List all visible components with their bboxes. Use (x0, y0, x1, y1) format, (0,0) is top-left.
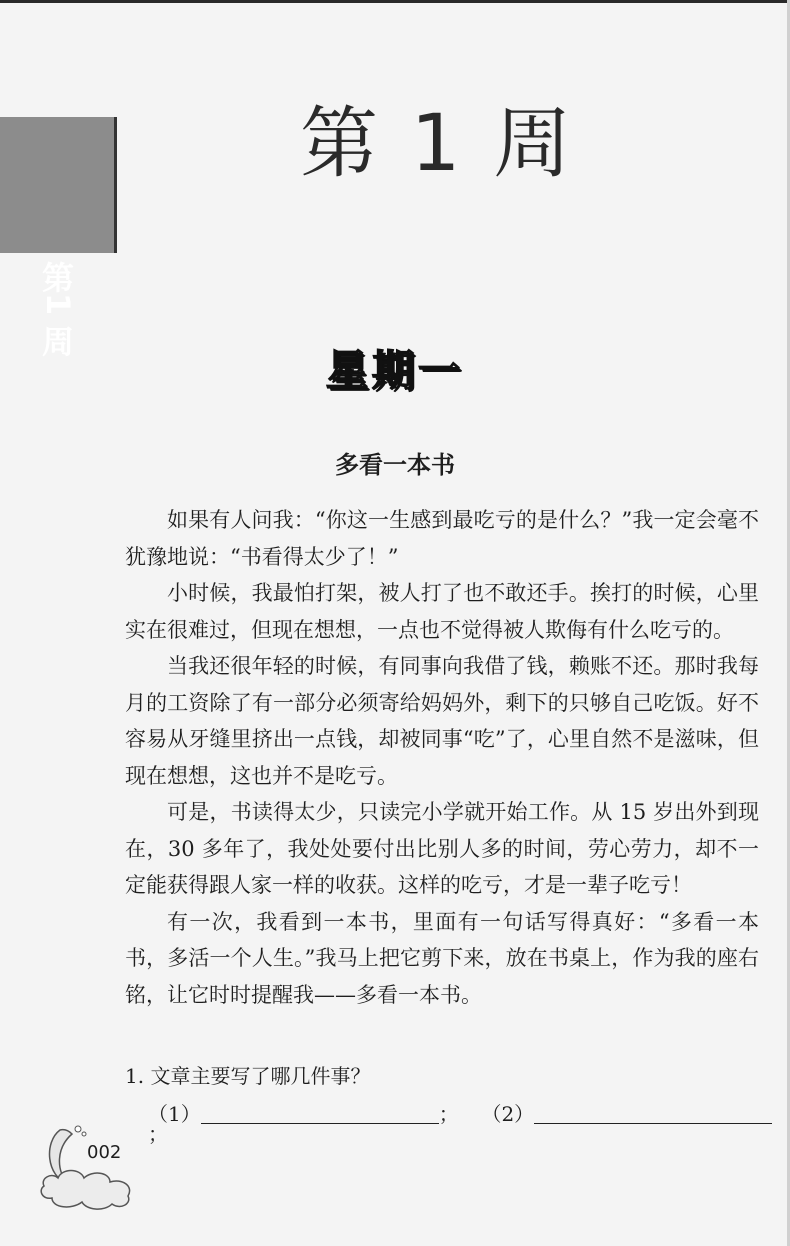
top-rule (0, 0, 790, 3)
answer-blank-2[interactable] (534, 1103, 772, 1124)
day-title: 星期一 (325, 346, 464, 395)
moon-cloud-icon (38, 1120, 148, 1210)
article-body (125, 502, 759, 1013)
answer-blank-1[interactable] (201, 1103, 439, 1124)
paragraph-5: 有一次，我看到一本书，里面有一句话写得真好：“多看一本书，多活一个人生。”我马上把它剪下来，放在书桌上，作为我的座右铭，让它时时提醒我——多看一本书。 (125, 909, 759, 1007)
article-title: 多看一本书 (335, 451, 455, 479)
week-side-tab (0, 117, 117, 361)
paragraph-4: 可是，书读得太少，只读完小学就开始工作。从 15 岁出外到现在，30 多年了，我处处要付出比别人多的时间，劳心劳力，却不一定能获得跟人家一样的收获。这样的吃亏，才是一辈子吃亏！ (125, 800, 759, 897)
blank-2-separator: ； (148, 1122, 168, 1146)
paragraph-1: 如果有人问我：“你这一生感到最吃亏的是什么？”我一定会毫不犹豫地说：“书看得太少了！” (125, 508, 759, 569)
exercise-question: 1. 文章主要写了哪几件事？ (125, 1064, 371, 1088)
side-tab-char-3: 周 (41, 323, 75, 361)
week-title: 第 1 周 (300, 99, 576, 189)
blank-1-separator: ； (438, 1102, 459, 1126)
answer-row (148, 1103, 790, 1144)
page-number: 002 (87, 1142, 122, 1163)
blank-1-label: （1） (148, 1102, 201, 1126)
paragraph-2: 小时候，我最怕打架，被人打了也不敢还手。挨打的时候，心里实在很难过，但现在想想，一点也不觉得被人欺侮有什么吃亏的。 (125, 581, 759, 642)
paragraph-3: 当我还很年轻的时候，有同事向我借了钱，赖账不还。那时我每月的工资除了有一部分必须寄给妈妈外，剩下的只够自己吃饭。好不容易从牙缝里挤出一点钱，却被同事“吃”了，心里自然不是滋味，但现在想想，这也并不是吃亏。 (125, 654, 759, 788)
side-tab-char-2: 1 (39, 292, 77, 316)
side-tab-char-1: 第 (41, 259, 75, 297)
blank-2-label: （2） (481, 1102, 535, 1126)
